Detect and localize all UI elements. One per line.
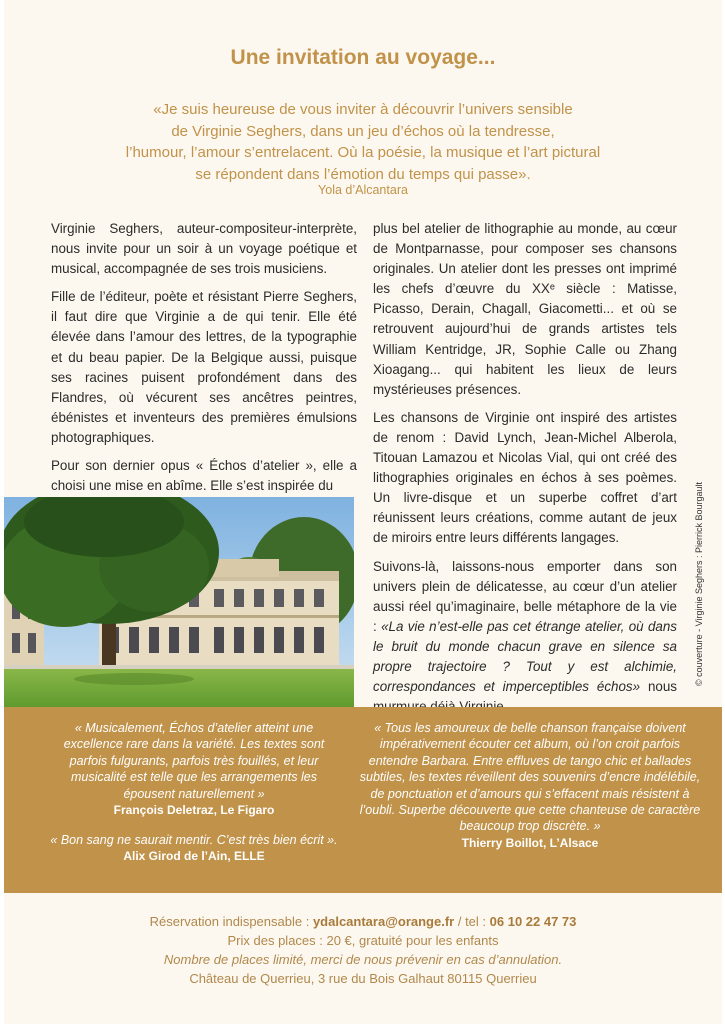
left-paragraph-2: Fille de l’éditeur, poète et résistant Pierre Seghers, il faut dire que Virginie a de qui tenir. Elle été élevée dans l’amour des lettres, de la typographie et du beau papier. De la Belgique aussi, puisque ses racines puisent profondément dans des Flandres, où vécurent ses ancêtres peintres, ébénistes et inventeurs des premières émulsions photographiques.	[51, 289, 357, 445]
prices-line: Prix des places : 20 €, gratuité pour les enfants	[227, 933, 499, 948]
reservation-line	[4, 912, 722, 931]
left-column	[51, 219, 357, 504]
left-paragraph-3: Pour son dernier opus « Échos d’atelier », elle a choisi une mise en abîme. Elle s’est inspirée du	[51, 458, 357, 494]
email-link[interactable]: ydalcantara@orange.fr	[312, 914, 455, 929]
reservation-label: Réservation indispensable :	[149, 914, 313, 929]
intro-quote-line: l’humour, l’amour s’entrelacent. Où la poésie, la musique et l’art pictural	[125, 144, 601, 161]
right-paragraph-3-end: nous	[647, 679, 677, 695]
virginie-quote: «La vie n’est-elle pas cet étrange atelier, où dans le bruit du monde chacun grave en silence sa propre trajectoire ? Tout y est alchimie, correspondances et imperceptibles échos»	[373, 618, 677, 695]
review-author: Thierry Boillot, L’Alsace	[461, 835, 599, 850]
right-paragraph-3-start: Suivons-là, laissons-nous emporter dans son univers plein de délicatesse, au cœur d’un atelier aussi réel qu’imaginaire, belle métaphore de la vie :	[373, 558, 677, 634]
review-alsace	[354, 720, 706, 851]
intro-author: Yola d’Alcantara	[318, 183, 408, 197]
photo-credit: © couverture - Virginie Seghers : Pierrick Bourgault	[694, 481, 704, 686]
review-figaro	[44, 720, 344, 818]
page-title: Une invitation au voyage...	[230, 46, 496, 69]
review-quote: « Tous les amoureux de belle chanson française doivent impérativement écouter cet album, où l’on croit parfois entendre Barbara. Entre effluves de tango chic et ballades subtiles, les textes réveillent des souvenirs d’encre indélébile, de ponctuation et d’amours qui s’effacent mais résistent à l’oubli. Superbe découverte que cette chanteuse de caractère beaucoup trop discrète. »	[359, 721, 701, 834]
phone-link[interactable]: 06 10 22 47 73	[489, 914, 577, 929]
tel-label: tel :	[465, 914, 490, 929]
review-author: Alix Girod de l’Ain, ELLE	[123, 849, 265, 864]
chateau-photo	[4, 497, 354, 707]
right-column	[373, 219, 677, 725]
intro-quote	[64, 99, 662, 185]
intro-quote-line: de Virginie Seghers, dans un jeu d’échos où la tendresse,	[171, 122, 555, 140]
left-paragraph-1: Virginie Seghers, auteur-compositeur-interprète, nous invite pour un soir à un voyage poétique et musical, accompagnée de ses trois musiciens.	[51, 221, 357, 277]
intro-quote-line: se répondent dans l’émotion du temps qui passe».	[195, 165, 531, 183]
review-quote: « Bon sang ne saurait mentir. C’est très bien écrit ».	[50, 833, 338, 847]
review-author: François Deletraz, Le Figaro	[113, 803, 275, 818]
intro-quote-line: «Je suis heureuse de vous inviter à découvrir l’univers sensible	[153, 101, 573, 118]
review-elle	[44, 832, 344, 865]
address-line: Château de Querrieu, 3 rue du Bois Galhaut 80115 Querrieu	[189, 971, 537, 986]
right-paragraph-3	[373, 557, 677, 718]
flyer-page	[4, 0, 722, 1024]
separator: /	[454, 914, 466, 929]
right-paragraph-2: Les chansons de Virginie ont inspiré des artistes de renom : David Lynch, Jean-Michel Alberola, Titouan Lamazou et Nicolas Vial, qui ont créé des lithographies originales en échos à ses poèmes. Un livre-disque et un superbe coffret d’art réunissent leurs créations, comme autant de jeux de miroirs entre leurs différents langages.	[373, 409, 677, 546]
notice-line: Nombre de places limité, merci de nous prévenir en cas d’annulation.	[163, 952, 563, 967]
review-quote: « Musicalement, Échos d’atelier atteint une excellence rare dans la variété. Les textes sont parfois fulgurants, parfois très fouillés, et leur musicalité est telle que les arrangements les épousent naturellement »	[63, 721, 325, 801]
footer-info	[4, 912, 722, 988]
right-paragraph-1: plus bel atelier de lithographie au monde, au cœur de Montparnasse, pour composer ses chansons originales. Un atelier dont les presses ont imprimé les chefs d’œuvre du XXᵉ siècle : Matisse, Picasso, Derain, Chagall, Giacometti... et où se retrouvent aujourd’hui de grands artistes tels William Kentridge, JR, Sophie Calle ou Zhang Xioagang... qui habitent les lieux de leurs mystérieuses présences.	[373, 221, 677, 397]
